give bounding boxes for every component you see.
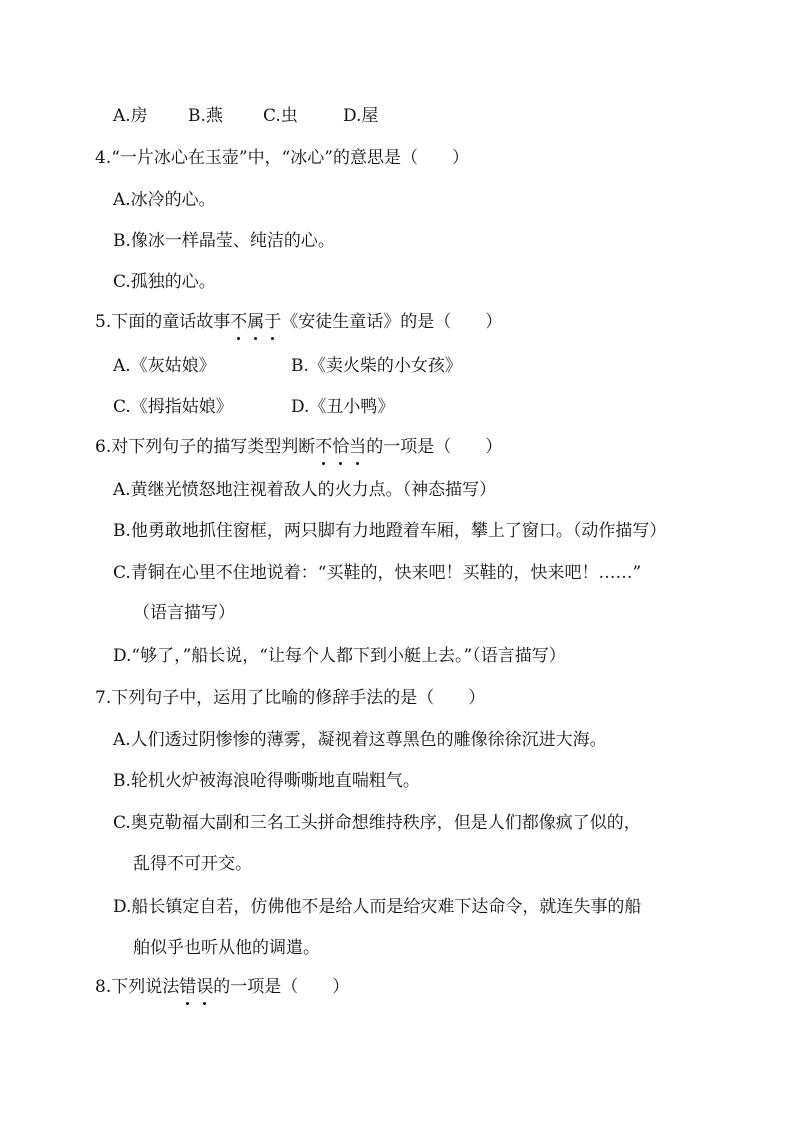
q6-dotted-char: 恰	[332, 437, 350, 457]
q7-stem: 7.下列句子中，运用了比喻的修辞手法的是（ ）	[95, 688, 486, 708]
q4-stem: 4.“一片冰心在玉壶”中，“冰心”的意思是（ ）	[95, 148, 469, 168]
q5-option-a: A.《灰姑娘》	[113, 356, 216, 376]
q5-stem-post: 《安徒生童话》的是（ ）	[281, 312, 503, 332]
q8-stem	[95, 975, 349, 999]
q5-options-row-2	[113, 395, 394, 419]
q5-dotted-char: 于	[264, 312, 282, 332]
q6-option-b: B.他勇敢地抓住窗框，两只脚有力地蹬着车厢，攀上了窗口。（动作描写）	[113, 521, 667, 541]
q7-option-b: B.轮机火炉被海浪呛得嘶嘶地直喘粗气。	[113, 771, 420, 791]
q6-option-c-continued: （语言描写）	[133, 603, 235, 623]
q4-option-a: A.冰冷的心。	[113, 190, 216, 210]
q5-options-row-1	[113, 354, 462, 378]
q3-option-a: A.房	[113, 106, 148, 126]
q3-option-d: D.屋	[343, 106, 379, 126]
q8-dotted-char: 错	[179, 977, 197, 997]
q4-option-b: B.像冰一样晶莹、纯洁的心。	[113, 231, 335, 251]
q5-option-c: C.《拇指姑娘》	[113, 397, 233, 417]
q7-option-c-continued: 乱得不可开交。	[133, 854, 252, 874]
q8-stem-post: 的一项是（ ）	[213, 977, 350, 997]
q6-stem-pre: 6.对下列句子的描写类型判断	[95, 437, 316, 457]
q6-dotted-char: 不	[315, 437, 333, 457]
q6-option-a: A.黄继光愤怒地注视着敌人的火力点。（神态描写）	[113, 480, 497, 500]
q6-stem	[95, 435, 502, 459]
q3-options	[113, 104, 378, 128]
q5-stem-pre: 5.下面的童话故事	[95, 312, 231, 332]
q5-stem	[95, 310, 502, 334]
q6-option-d: D.“够了，”船长说，“让每个人都下到小艇上去。”（语言描写）	[113, 646, 566, 666]
q6-option-c: C.青铜在心里不住地说着：“买鞋的，快来吧！买鞋的，快来吧！……”	[113, 563, 642, 583]
q5-option-d: D.《丑小鸭》	[291, 397, 395, 417]
q6-dotted-char: 当	[349, 437, 367, 457]
q7-option-c: C.奥克勒福大副和三名工头拼命想维持秩序，但是人们都像疯了似的，	[113, 813, 641, 833]
q8-dotted-char: 误	[196, 977, 214, 997]
q8-stem-pre: 8.下列说法	[95, 977, 180, 997]
q7-option-a: A.人们透过阴惨惨的薄雾，凝视着这尊黑色的雕像徐徐沉进大海。	[113, 730, 607, 750]
q7-option-d: D.船长镇定自若，仿佛他不是给人而是给灾难下达命令，就连失事的船	[113, 897, 642, 917]
q5-option-b: B.《卖火柴的小女孩》	[291, 356, 462, 376]
q6-stem-post: 的一项是（ ）	[366, 437, 503, 457]
q4-option-c: C.孤独的心。	[113, 272, 216, 292]
q5-dotted-char: 不	[230, 312, 248, 332]
q3-option-c: C.虫	[263, 106, 298, 126]
q7-option-d-continued: 舶似乎也听从他的调遣。	[133, 938, 320, 958]
q3-option-b: B.燕	[188, 106, 223, 126]
q5-dotted-char: 属	[247, 312, 265, 332]
